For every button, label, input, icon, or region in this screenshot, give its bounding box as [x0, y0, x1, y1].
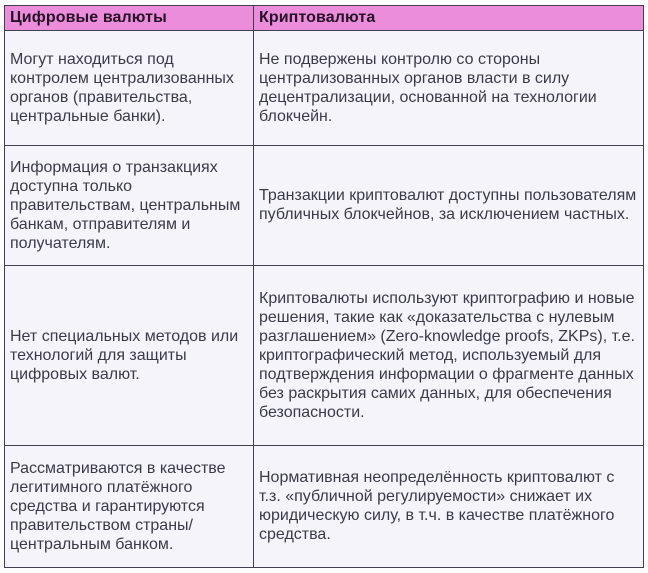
table-row-legal-status [5, 446, 644, 568]
cell-crypto-transparency: Транзакции криптовалют доступны пользователям публичных блокчейнов, за исключением частных. [254, 146, 644, 266]
header-row [5, 6, 644, 31]
comparison-table [4, 5, 644, 568]
cell-crypto-control: Не подвержены контролю со стороны централизованных органов власти в силу децентрализации, основанной на технологии блокчейн. [254, 31, 644, 146]
column-header-cryptocurrency: Криптовалюта [254, 6, 644, 31]
cell-crypto-legal-status: Нормативная неопределённость криптовалют с т.з. «публичной регулируемости» снижает их юридическую силу, в т.ч. в качестве платёжного средства. [254, 446, 644, 568]
cell-digital-security: Нет специальных методов или технологий для защиты цифровых валют. [5, 266, 254, 446]
cell-digital-legal-status: Рассматриваются в качестве легитимного платёжного средства и гарантируются правительством страны/ центральным банком. [5, 446, 254, 568]
table-row-control [5, 31, 644, 146]
table-row-transparency [5, 146, 644, 266]
cell-digital-control: Могут находиться под контролем централизованных органов (правительства, центральные банки). [5, 31, 254, 146]
cell-crypto-security: Криптовалюты используют криптографию и новые решения, такие как «доказательства с нулевым разглашением» (Zero-knowledge proofs, ZKPs), т.е. криптографический метод, используемый для подтверждения информации о фрагменте данных без раскрытия самих данных, для обеспечения безопасности. [254, 266, 644, 446]
column-header-digital-currencies: Цифровые валюты [5, 6, 254, 31]
cell-digital-transparency: Информация о транзакциях доступна только правительствам, центральным банкам, отправителям и получателям. [5, 146, 254, 266]
table-row-security [5, 266, 644, 446]
